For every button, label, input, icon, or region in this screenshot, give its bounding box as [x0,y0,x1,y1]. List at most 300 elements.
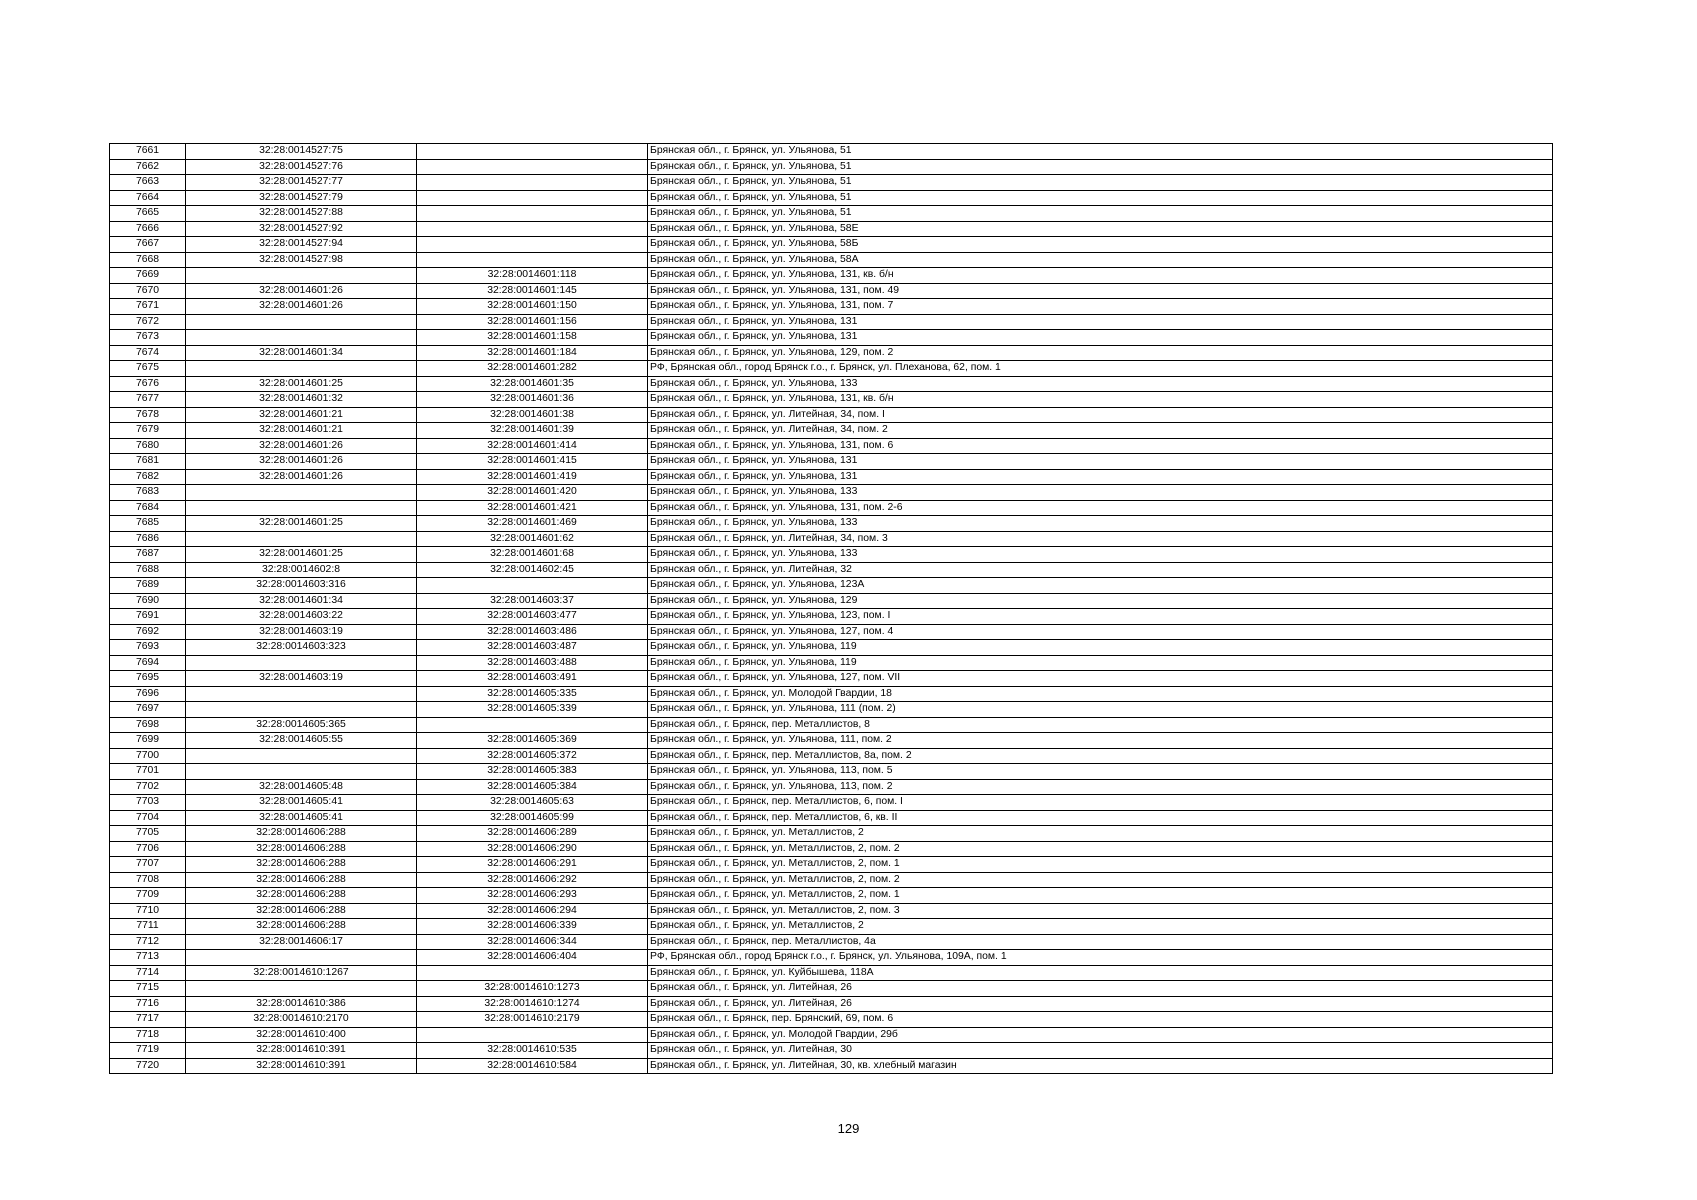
parcel-cadastral-number-cell: 32:28:0014527:98 [186,252,417,268]
object-cadastral-number-cell [417,717,648,733]
row-number-cell: 7688 [110,562,186,578]
row-number-cell: 7702 [110,779,186,795]
parcel-cadastral-number-cell: 32:28:0014606:288 [186,841,417,857]
table-row [110,221,1553,237]
address-cell: Брянская обл., г. Брянск, ул. Литейная, 26 [648,981,1553,997]
object-cadastral-number-cell: 32:28:0014603:486 [417,624,648,640]
row-number-cell: 7708 [110,872,186,888]
object-cadastral-number-cell: 32:28:0014601:35 [417,376,648,392]
row-number-cell: 7664 [110,190,186,206]
object-cadastral-number-cell: 32:28:0014601:158 [417,330,648,346]
table-row [110,702,1553,718]
row-number-cell: 7718 [110,1027,186,1043]
table-row [110,810,1553,826]
object-cadastral-number-cell: 32:28:0014605:335 [417,686,648,702]
object-cadastral-number-cell: 32:28:0014601:36 [417,392,648,408]
object-cadastral-number-cell: 32:28:0014601:415 [417,454,648,470]
address-cell: Брянская обл., г. Брянск, ул. Ульянова, 133 [648,376,1553,392]
parcel-cadastral-number-cell: 32:28:0014610:391 [186,1043,417,1059]
address-cell: Брянская обл., г. Брянск, пер. Металлистов, 6, кв. II [648,810,1553,826]
parcel-cadastral-number-cell [186,748,417,764]
object-cadastral-number-cell: 32:28:0014610:2179 [417,1012,648,1028]
table-row [110,779,1553,795]
row-number-cell: 7679 [110,423,186,439]
object-cadastral-number-cell: 32:28:0014603:487 [417,640,648,656]
parcel-cadastral-number-cell: 32:28:0014603:19 [186,671,417,687]
parcel-cadastral-number-cell: 32:28:0014606:288 [186,826,417,842]
table-row [110,175,1553,191]
address-cell: Брянская обл., г. Брянск, ул. Литейная, 34, пом. I [648,407,1553,423]
table-row [110,748,1553,764]
object-cadastral-number-cell [417,1027,648,1043]
address-cell: Брянская обл., г. Брянск, пер. Металлистов, 8а, пом. 2 [648,748,1553,764]
object-cadastral-number-cell: 32:28:0014601:184 [417,345,648,361]
parcel-cadastral-number-cell: 32:28:0014601:34 [186,593,417,609]
table-row [110,268,1553,284]
row-number-cell: 7677 [110,392,186,408]
address-cell: Брянская обл., г. Брянск, ул. Ульянова, 58Б [648,237,1553,253]
row-number-cell: 7716 [110,996,186,1012]
table-row [110,299,1553,315]
parcel-cadastral-number-cell [186,981,417,997]
table-row [110,190,1553,206]
parcel-cadastral-number-cell: 32:28:0014527:94 [186,237,417,253]
table-row [110,1027,1553,1043]
table-row [110,469,1553,485]
parcel-cadastral-number-cell: 32:28:0014605:365 [186,717,417,733]
object-cadastral-number-cell: 32:28:0014605:383 [417,764,648,780]
parcel-cadastral-number-cell: 32:28:0014601:26 [186,454,417,470]
parcel-cadastral-number-cell: 32:28:0014603:19 [186,624,417,640]
table-row [110,578,1553,594]
table-row [110,547,1553,563]
object-cadastral-number-cell: 32:28:0014601:145 [417,283,648,299]
table-row [110,361,1553,377]
table-row [110,500,1553,516]
object-cadastral-number-cell: 32:28:0014610:584 [417,1058,648,1074]
table-row [110,485,1553,501]
page-number: 129 [837,1121,860,1136]
parcel-cadastral-number-cell: 32:28:0014605:41 [186,810,417,826]
object-cadastral-number-cell: 32:28:0014606:344 [417,934,648,950]
object-cadastral-number-cell: 32:28:0014606:290 [417,841,648,857]
address-cell: Брянская обл., г. Брянск, ул. Ульянова, 113, пом. 5 [648,764,1553,780]
address-cell: РФ, Брянская обл., город Брянск г.о., г. Брянск, ул. Плеханова, 62, пом. 1 [648,361,1553,377]
row-number-cell: 7681 [110,454,186,470]
object-cadastral-number-cell: 32:28:0014606:339 [417,919,648,935]
parcel-cadastral-number-cell: 32:28:0014606:288 [186,888,417,904]
parcel-cadastral-number-cell: 32:28:0014603:316 [186,578,417,594]
address-cell: Брянская обл., г. Брянск, пер. Металлистов, 6, пом. I [648,795,1553,811]
address-cell: Брянская обл., г. Брянск, ул. Ульянова, 58А [648,252,1553,268]
table-row [110,717,1553,733]
address-cell: Брянская обл., г. Брянск, ул. Металлистов, 2, пом. 2 [648,841,1553,857]
address-cell: Брянская обл., г. Брянск, ул. Ульянова, 51 [648,159,1553,175]
object-cadastral-number-cell [417,578,648,594]
address-cell: Брянская обл., г. Брянск, пер. Металлистов, 4а [648,934,1553,950]
parcel-cadastral-number-cell: 32:28:0014610:400 [186,1027,417,1043]
parcel-cadastral-number-cell [186,702,417,718]
table-row [110,795,1553,811]
row-number-cell: 7696 [110,686,186,702]
table-row [110,438,1553,454]
parcel-cadastral-number-cell: 32:28:0014606:17 [186,934,417,950]
address-cell: Брянская обл., г. Брянск, ул. Ульянова, 123А [648,578,1553,594]
parcel-cadastral-number-cell: 32:28:0014527:77 [186,175,417,191]
object-cadastral-number-cell: 32:28:0014601:39 [417,423,648,439]
registry-table [109,143,1553,1074]
row-number-cell: 7701 [110,764,186,780]
table-row [110,423,1553,439]
address-cell: Брянская обл., г. Брянск, ул. Литейная, 26 [648,996,1553,1012]
object-cadastral-number-cell: 32:28:0014601:68 [417,547,648,563]
row-number-cell: 7705 [110,826,186,842]
parcel-cadastral-number-cell [186,655,417,671]
parcel-cadastral-number-cell [186,500,417,516]
row-number-cell: 7717 [110,1012,186,1028]
object-cadastral-number-cell: 32:28:0014606:293 [417,888,648,904]
object-cadastral-number-cell: 32:28:0014605:369 [417,733,648,749]
row-number-cell: 7713 [110,950,186,966]
row-number-cell: 7692 [110,624,186,640]
object-cadastral-number-cell: 32:28:0014606:291 [417,857,648,873]
object-cadastral-number-cell: 32:28:0014606:292 [417,872,648,888]
table-row [110,593,1553,609]
object-cadastral-number-cell [417,159,648,175]
object-cadastral-number-cell: 32:28:0014606:294 [417,903,648,919]
row-number-cell: 7709 [110,888,186,904]
parcel-cadastral-number-cell [186,950,417,966]
object-cadastral-number-cell: 32:28:0014601:118 [417,268,648,284]
row-number-cell: 7686 [110,531,186,547]
address-cell: Брянская обл., г. Брянск, ул. Ульянова, 133 [648,485,1553,501]
row-number-cell: 7672 [110,314,186,330]
table-row [110,407,1553,423]
row-number-cell: 7698 [110,717,186,733]
parcel-cadastral-number-cell [186,485,417,501]
row-number-cell: 7674 [110,345,186,361]
row-number-cell: 7691 [110,609,186,625]
table-row [110,624,1553,640]
parcel-cadastral-number-cell [186,764,417,780]
row-number-cell: 7711 [110,919,186,935]
row-number-cell: 7684 [110,500,186,516]
row-number-cell: 7689 [110,578,186,594]
parcel-cadastral-number-cell: 32:28:0014610:1267 [186,965,417,981]
table-row [110,919,1553,935]
table-row [110,841,1553,857]
parcel-cadastral-number-cell: 32:28:0014601:26 [186,469,417,485]
row-number-cell: 7667 [110,237,186,253]
address-cell: Брянская обл., г. Брянск, ул. Ульянова, 131, пом. 7 [648,299,1553,315]
address-cell: Брянская обл., г. Брянск, ул. Ульянова, 131 [648,469,1553,485]
address-cell: Брянская обл., г. Брянск, ул. Ульянова, 131, кв. б/н [648,392,1553,408]
object-cadastral-number-cell [417,965,648,981]
address-cell: Брянская обл., г. Брянск, ул. Куйбышева, 118А [648,965,1553,981]
parcel-cadastral-number-cell: 32:28:0014527:75 [186,144,417,160]
table-row [110,1012,1553,1028]
table-row [110,903,1553,919]
row-number-cell: 7707 [110,857,186,873]
parcel-cadastral-number-cell: 32:28:0014527:92 [186,221,417,237]
row-number-cell: 7669 [110,268,186,284]
row-number-cell: 7682 [110,469,186,485]
object-cadastral-number-cell: 32:28:0014603:488 [417,655,648,671]
object-cadastral-number-cell: 32:28:0014606:404 [417,950,648,966]
address-cell: Брянская обл., г. Брянск, ул. Ульянова, 58Е [648,221,1553,237]
table-row [110,965,1553,981]
parcel-cadastral-number-cell: 32:28:0014527:79 [186,190,417,206]
object-cadastral-number-cell [417,190,648,206]
parcel-cadastral-number-cell: 32:28:0014602:8 [186,562,417,578]
row-number-cell: 7675 [110,361,186,377]
address-cell: Брянская обл., г. Брянск, ул. Металлистов, 2 [648,826,1553,842]
parcel-cadastral-number-cell: 32:28:0014601:32 [186,392,417,408]
object-cadastral-number-cell: 32:28:0014603:491 [417,671,648,687]
row-number-cell: 7676 [110,376,186,392]
address-cell: Брянская обл., г. Брянск, ул. Ульянова, 131 [648,330,1553,346]
table-row [110,252,1553,268]
row-number-cell: 7695 [110,671,186,687]
parcel-cadastral-number-cell: 32:28:0014601:26 [186,283,417,299]
row-number-cell: 7666 [110,221,186,237]
object-cadastral-number-cell: 32:28:0014601:38 [417,407,648,423]
address-cell: Брянская обл., г. Брянск, ул. Металлистов, 2, пом. 1 [648,857,1553,873]
address-cell: Брянская обл., г. Брянск, ул. Литейная, 32 [648,562,1553,578]
parcel-cadastral-number-cell: 32:28:0014605:48 [186,779,417,795]
row-number-cell: 7671 [110,299,186,315]
object-cadastral-number-cell: 32:28:0014610:1274 [417,996,648,1012]
address-cell: Брянская обл., г. Брянск, ул. Литейная, 30, кв. хлебный магазин [648,1058,1553,1074]
parcel-cadastral-number-cell: 32:28:0014601:25 [186,547,417,563]
table-row [110,454,1553,470]
row-number-cell: 7680 [110,438,186,454]
table-row [110,934,1553,950]
parcel-cadastral-number-cell [186,361,417,377]
object-cadastral-number-cell [417,206,648,222]
address-cell: Брянская обл., г. Брянск, ул. Ульянова, 111, пом. 2 [648,733,1553,749]
row-number-cell: 7710 [110,903,186,919]
table-row [110,237,1553,253]
object-cadastral-number-cell: 32:28:0014605:384 [417,779,648,795]
parcel-cadastral-number-cell: 32:28:0014527:76 [186,159,417,175]
parcel-cadastral-number-cell: 32:28:0014606:288 [186,857,417,873]
row-number-cell: 7704 [110,810,186,826]
registry-table-body [110,144,1553,1074]
parcel-cadastral-number-cell [186,686,417,702]
object-cadastral-number-cell: 32:28:0014603:37 [417,593,648,609]
parcel-cadastral-number-cell [186,268,417,284]
row-number-cell: 7699 [110,733,186,749]
object-cadastral-number-cell: 32:28:0014601:414 [417,438,648,454]
address-cell: Брянская обл., г. Брянск, ул. Металлистов, 2, пом. 2 [648,872,1553,888]
parcel-cadastral-number-cell: 32:28:0014603:323 [186,640,417,656]
address-cell: Брянская обл., г. Брянск, ул. Ульянова, 131 [648,314,1553,330]
row-number-cell: 7712 [110,934,186,950]
parcel-cadastral-number-cell: 32:28:0014610:2170 [186,1012,417,1028]
address-cell: Брянская обл., г. Брянск, ул. Литейная, 34, пом. 2 [648,423,1553,439]
parcel-cadastral-number-cell: 32:28:0014601:21 [186,407,417,423]
address-cell: Брянская обл., г. Брянск, ул. Ульянова, 131 [648,454,1553,470]
object-cadastral-number-cell: 32:28:0014605:99 [417,810,648,826]
table-row [110,159,1553,175]
address-cell: Брянская обл., г. Брянск, ул. Ульянова, 133 [648,547,1553,563]
row-number-cell: 7668 [110,252,186,268]
row-number-cell: 7714 [110,965,186,981]
address-cell: Брянская обл., г. Брянск, ул. Ульянова, 131, пом. 2-6 [648,500,1553,516]
object-cadastral-number-cell: 32:28:0014601:156 [417,314,648,330]
table-row [110,392,1553,408]
table-row [110,640,1553,656]
table-row [110,764,1553,780]
row-number-cell: 7670 [110,283,186,299]
row-number-cell: 7703 [110,795,186,811]
object-cadastral-number-cell [417,221,648,237]
table-row [110,1043,1553,1059]
object-cadastral-number-cell: 32:28:0014610:535 [417,1043,648,1059]
address-cell: Брянская обл., г. Брянск, ул. Ульянова, 129 [648,593,1553,609]
object-cadastral-number-cell [417,175,648,191]
table-row [110,206,1553,222]
row-number-cell: 7661 [110,144,186,160]
object-cadastral-number-cell: 32:28:0014605:372 [417,748,648,764]
parcel-cadastral-number-cell [186,531,417,547]
address-cell: Брянская обл., г. Брянск, ул. Литейная, 34, пом. 3 [648,531,1553,547]
address-cell: Брянская обл., г. Брянск, ул. Ульянова, 123, пом. I [648,609,1553,625]
parcel-cadastral-number-cell: 32:28:0014601:25 [186,376,417,392]
address-cell: Брянская обл., г. Брянск, ул. Ульянова, 127, пом. 4 [648,624,1553,640]
parcel-cadastral-number-cell [186,330,417,346]
row-number-cell: 7720 [110,1058,186,1074]
address-cell: Брянская обл., г. Брянск, ул. Ульянова, 129, пом. 2 [648,345,1553,361]
table-row [110,981,1553,997]
address-cell: Брянская обл., г. Брянск, ул. Ульянова, 51 [648,190,1553,206]
row-number-cell: 7706 [110,841,186,857]
address-cell: Брянская обл., г. Брянск, пер. Брянский, 69, пом. 6 [648,1012,1553,1028]
row-number-cell: 7694 [110,655,186,671]
row-number-cell: 7693 [110,640,186,656]
object-cadastral-number-cell: 32:28:0014601:469 [417,516,648,532]
parcel-cadastral-number-cell: 32:28:0014601:26 [186,438,417,454]
address-cell: РФ, Брянская обл., город Брянск г.о., г. Брянск, ул. Ульянова, 109А, пом. 1 [648,950,1553,966]
address-cell: Брянская обл., г. Брянск, ул. Литейная, 30 [648,1043,1553,1059]
object-cadastral-number-cell: 32:28:0014601:150 [417,299,648,315]
row-number-cell: 7678 [110,407,186,423]
parcel-cadastral-number-cell: 32:28:0014606:288 [186,903,417,919]
row-number-cell: 7673 [110,330,186,346]
object-cadastral-number-cell [417,252,648,268]
address-cell: Брянская обл., г. Брянск, ул. Ульянова, 51 [648,144,1553,160]
object-cadastral-number-cell: 32:28:0014601:421 [417,500,648,516]
table-row [110,888,1553,904]
parcel-cadastral-number-cell: 32:28:0014606:288 [186,872,417,888]
address-cell: Брянская обл., г. Брянск, ул. Металлистов, 2, пом. 1 [648,888,1553,904]
table-row [110,950,1553,966]
row-number-cell: 7690 [110,593,186,609]
row-number-cell: 7700 [110,748,186,764]
parcel-cadastral-number-cell: 32:28:0014605:41 [186,795,417,811]
parcel-cadastral-number-cell: 32:28:0014610:386 [186,996,417,1012]
address-cell: Брянская обл., г. Брянск, ул. Молодой Гвардии, 18 [648,686,1553,702]
object-cadastral-number-cell: 32:28:0014602:45 [417,562,648,578]
table-row [110,733,1553,749]
row-number-cell: 7683 [110,485,186,501]
row-number-cell: 7697 [110,702,186,718]
table-row [110,314,1553,330]
row-number-cell: 7662 [110,159,186,175]
table-row [110,345,1553,361]
parcel-cadastral-number-cell: 32:28:0014601:34 [186,345,417,361]
row-number-cell: 7719 [110,1043,186,1059]
object-cadastral-number-cell: 32:28:0014603:477 [417,609,648,625]
address-cell: Брянская обл., г. Брянск, ул. Ульянова, 51 [648,206,1553,222]
address-cell: Брянская обл., г. Брянск, ул. Ульянова, 113, пом. 2 [648,779,1553,795]
address-cell: Брянская обл., г. Брянск, ул. Металлистов, 2, пом. 3 [648,903,1553,919]
row-number-cell: 7685 [110,516,186,532]
table-row [110,283,1553,299]
table-row [110,144,1553,160]
table-row [110,655,1553,671]
table-row [110,857,1553,873]
address-cell: Брянская обл., г. Брянск, ул. Ульянова, 127, пом. VII [648,671,1553,687]
address-cell: Брянская обл., г. Брянск, ул. Ульянова, 131, пом. 49 [648,283,1553,299]
table-row [110,826,1553,842]
object-cadastral-number-cell: 32:28:0014605:339 [417,702,648,718]
parcel-cadastral-number-cell: 32:28:0014606:288 [186,919,417,935]
address-cell: Брянская обл., г. Брянск, ул. Ульянова, 111 (пом. 2) [648,702,1553,718]
address-cell: Брянская обл., г. Брянск, ул. Молодой Гвардии, 29б [648,1027,1553,1043]
table-row [110,330,1553,346]
address-cell: Брянская обл., г. Брянск, ул. Ульянова, 133 [648,516,1553,532]
object-cadastral-number-cell: 32:28:0014606:289 [417,826,648,842]
row-number-cell: 7687 [110,547,186,563]
row-number-cell: 7715 [110,981,186,997]
object-cadastral-number-cell: 32:28:0014601:420 [417,485,648,501]
object-cadastral-number-cell: 32:28:0014601:419 [417,469,648,485]
row-number-cell: 7663 [110,175,186,191]
table-row [110,376,1553,392]
table-row [110,872,1553,888]
table-row [110,686,1553,702]
object-cadastral-number-cell: 32:28:0014610:1273 [417,981,648,997]
table-row [110,531,1553,547]
address-cell: Брянская обл., г. Брянск, ул. Ульянова, 131, пом. 6 [648,438,1553,454]
address-cell: Брянская обл., г. Брянск, ул. Ульянова, 51 [648,175,1553,191]
table-row [110,516,1553,532]
object-cadastral-number-cell: 32:28:0014601:62 [417,531,648,547]
table-row [110,609,1553,625]
address-cell: Брянская обл., г. Брянск, ул. Металлистов, 2 [648,919,1553,935]
parcel-cadastral-number-cell: 32:28:0014603:22 [186,609,417,625]
table-row [110,1058,1553,1074]
table-row [110,996,1553,1012]
parcel-cadastral-number-cell: 32:28:0014601:25 [186,516,417,532]
row-number-cell: 7665 [110,206,186,222]
table-row [110,671,1553,687]
address-cell: Брянская обл., г. Брянск, пер. Металлистов, 8 [648,717,1553,733]
object-cadastral-number-cell: 32:28:0014601:282 [417,361,648,377]
address-cell: Брянская обл., г. Брянск, ул. Ульянова, 119 [648,655,1553,671]
parcel-cadastral-number-cell: 32:28:0014601:26 [186,299,417,315]
address-cell: Брянская обл., г. Брянск, ул. Ульянова, 119 [648,640,1553,656]
object-cadastral-number-cell [417,237,648,253]
parcel-cadastral-number-cell: 32:28:0014610:391 [186,1058,417,1074]
parcel-cadastral-number-cell: 32:28:0014605:55 [186,733,417,749]
parcel-cadastral-number-cell [186,314,417,330]
object-cadastral-number-cell [417,144,648,160]
table-row [110,562,1553,578]
address-cell: Брянская обл., г. Брянск, ул. Ульянова, 131, кв. б/н [648,268,1553,284]
